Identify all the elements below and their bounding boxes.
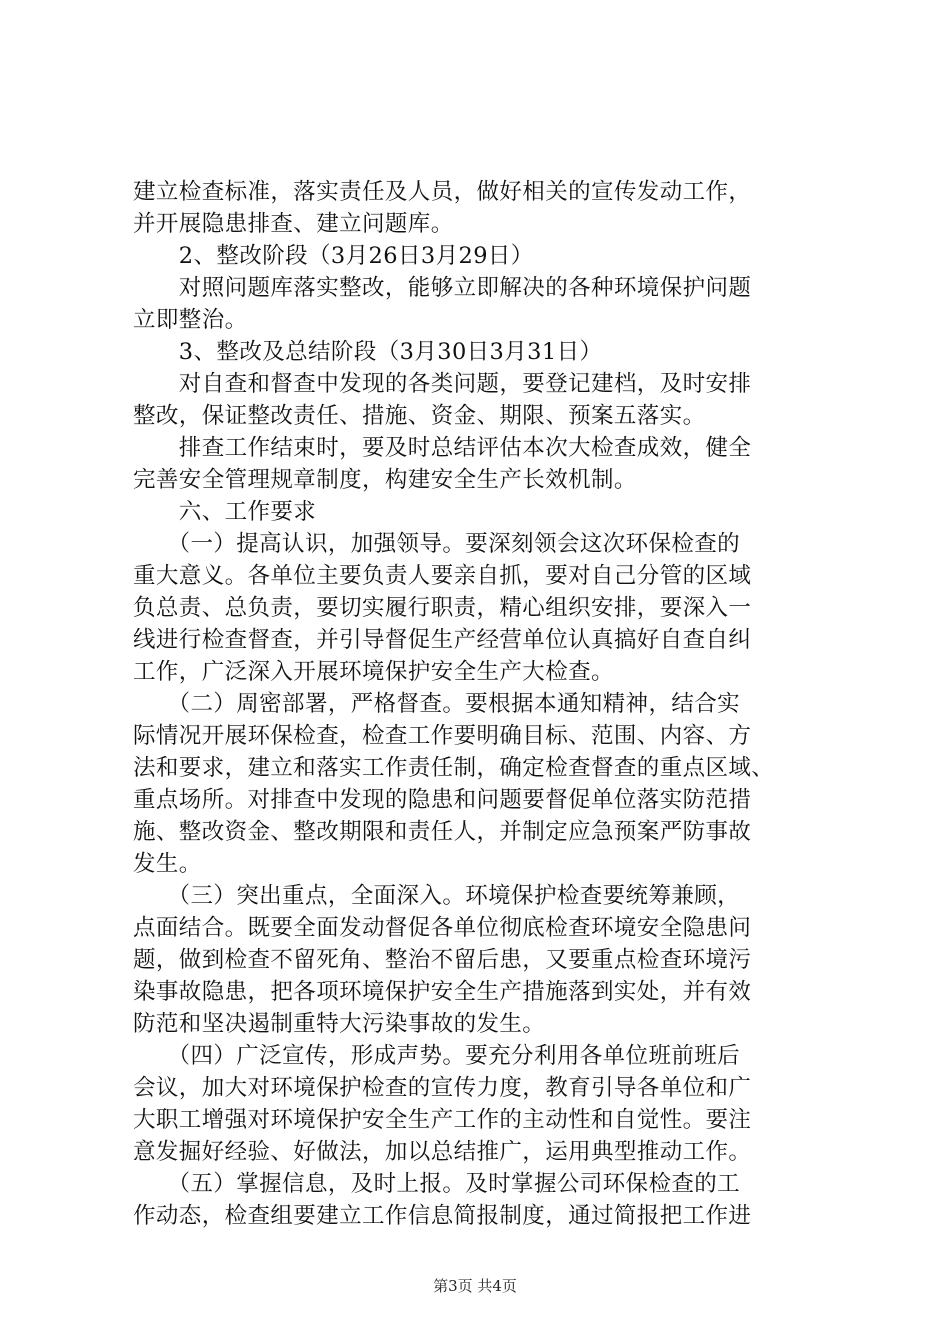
text-line: 防范和坚决遏制重特大污染事故的发生。 — [133, 1011, 546, 1037]
text-line: 排查工作结束时，要及时总结评估本次大检查成效，健全 — [133, 435, 752, 461]
text-line: 负总责、总负责，要切实履行职责，精心组织安排，要深入一 — [133, 595, 752, 621]
text-line: （三）突出重点，全面深入。环境保护检查要统筹兼顾， — [133, 883, 741, 909]
text-line: 发生。 — [133, 851, 202, 877]
text-line: 点面结合。既要全面发动督促各单位彻底检查环境安全隐患问 — [133, 915, 752, 941]
page-number-label: 第3页 共4页 — [433, 1277, 517, 1295]
text-line: 整改，保证整改责任、措施、资金、期限、预案五落实。 — [133, 403, 706, 429]
text-line: （五）掌握信息，及时上报。及时掌握公司环保检查的工 — [133, 1171, 741, 1197]
text-line: 工作，广泛深入开展环境保护安全生产大检查。 — [133, 659, 614, 685]
section-heading: 六、工作要求 — [133, 499, 317, 525]
text-line: 对自查和督查中发现的各类问题，要登记建档，及时安排 — [133, 371, 752, 397]
text-line: 作动态，检查组要建立工作信息简报制度，通过简报把工作进 — [133, 1203, 752, 1229]
text-line: 际情况开展环保检查，检查工作要明确目标、范围、内容、方 — [133, 723, 752, 749]
text-line: 重点场所。对排查中发现的隐患和问题要督促单位落实防范措 — [133, 787, 752, 813]
text-line: 3、整改及总结阶段（3月30日3月31日） — [133, 339, 603, 365]
text-line: 并开展隐患排查、建立问题库。 — [133, 211, 454, 237]
text-line: 立即整治。 — [133, 307, 248, 333]
text-line: 线进行检查督查，并引导督促生产经营单位认真搞好自查自纠 — [133, 627, 752, 653]
text-line: 大职工增强对环境保护安全生产工作的主动性和自觉性。要注 — [133, 1107, 752, 1133]
text-line: 染事故隐患，把各项环境保护安全生产措施落到实处，并有效 — [133, 979, 752, 1005]
document-body — [133, 176, 833, 1232]
text-line: 建立检查标准，落实责任及人员，做好相关的宣传发动工作， — [133, 179, 752, 205]
text-line: 法和要求，建立和落实工作责任制，确定检查督查的重点区域、 — [133, 755, 775, 781]
page-footer — [0, 1276, 950, 1296]
text-line: （四）广泛宣传，形成声势。要充分利用各单位班前班后 — [133, 1043, 741, 1069]
text-line: 2、整改阶段（3月26日3月29日） — [133, 243, 534, 269]
text-line: 完善安全管理规章制度，构建安全生产长效机制。 — [133, 467, 637, 493]
text-line: 重大意义。各单位主要负责人要亲自抓，要对自己分管的区域 — [133, 563, 752, 589]
text-line: 施、整改资金、整改期限和责任人，并制定应急预案严防事故 — [133, 819, 752, 845]
text-line: 意发掘好经验、好做法，加以总结推广，运用典型推动工作。 — [133, 1139, 752, 1165]
text-line: 会议，加大对环境保护检查的宣传力度，教育引导各单位和广 — [133, 1075, 752, 1101]
text-line: 对照问题库落实整改，能够立即解决的各种环境保护问题 — [133, 275, 752, 301]
text-line: （二）周密部署，严格督查。要根据本通知精神，结合实 — [133, 691, 741, 717]
text-line: （一）提高认识，加强领导。要深刻领会这次环保检查的 — [133, 531, 741, 557]
text-line: 题，做到检查不留死角、整治不留后患，又要重点检查环境污 — [133, 947, 752, 973]
